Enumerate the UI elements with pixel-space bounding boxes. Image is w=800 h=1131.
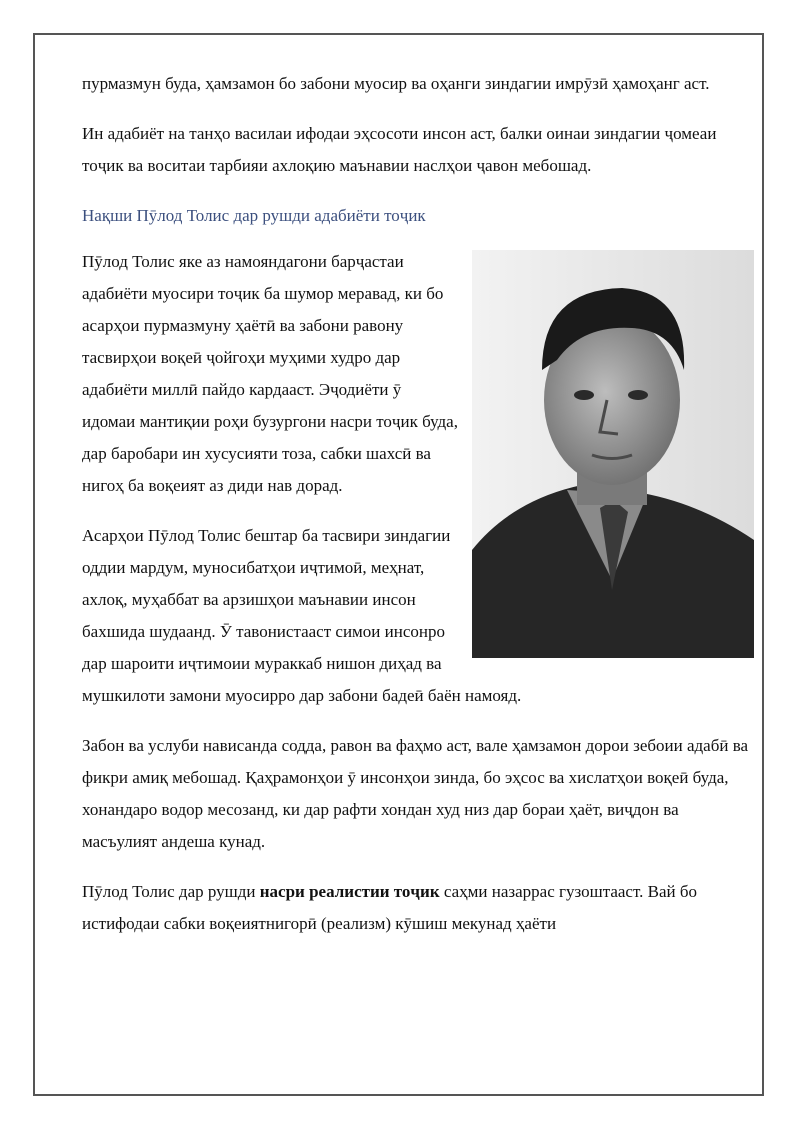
paragraph-6-bold: насри реалистии тоҷик	[259, 882, 440, 901]
paragraph-4: Асарҳои Пӯлод Толис бештар ба тасвири зиндагии оддии мардум, муносибатҳои иҷтимоӣ, меҳнат, ахлоқ, муҳаббат ва арзишҳои маънавии инсон бахшида шудаанд. Ӯ тавонистааст симои инсонро дар шароити иҷтимоии мураккаб нишон диҳад ва мушкилоти замони муосирро дар забони бадеӣ баён намояд.	[82, 526, 522, 705]
author-portrait-photo	[472, 250, 754, 658]
paragraph-6-start: Пӯлод Толис дар рушди	[82, 882, 260, 901]
section-heading: Нақши Пӯлод Толис дар рушди адабиёти тоҷик	[82, 206, 426, 225]
paragraph-1: пурмазмун буда, ҳамзамон бо забони муосир ва оҳанги зиндагии имрӯзӣ ҳамоҳанг аст.	[82, 74, 710, 93]
paragraph-3: Пӯлод Толис яке аз намояндагони барҷастаи адабиёти муосири тоҷик ба шумор меравад, ки бо асарҳои пурмазмуну ҳаётӣ ва забони равону тасвирҳои воқеӣ ҷойгоҳи муҳими худро дар адабиёти миллӣ пайдо кардааст. Эҷодиёти ӯ идомаи мантиқии роҳи бузургони насри тоҷик буда, дар баробари ин хусусияти тоза, сабки шахсӣ ва нигоҳ ба воқеият аз диди нав дорад.	[82, 252, 458, 495]
paragraph-2: Ин адабиёт на танҳо василаи ифодаи эҳсосоти инсон аст, балки оинаи зиндагии ҷомеаи тоҷик ва воситаи тарбияи ахлоқию маънавии наслҳои ҷавон мебошад.	[82, 124, 717, 175]
portrait-image	[472, 250, 754, 658]
paragraph-6-end: саҳми назаррас гузоштааст. Вай бо истифодаи сабки воқеиятнигорӣ (реализм) кӯшиш мекунад ҳаёти	[82, 882, 698, 933]
paragraph-6	[82, 876, 754, 940]
document-body	[82, 68, 754, 958]
paragraph-5: Забон ва услуби нависанда содда, равон ва фаҳмо аст, вале ҳамзамон дорои зебоии адабӣ ва фикри амиқ мебошад. Қаҳрамонҳои ӯ инсонҳои зинда, бо эҳсос ва хислатҳои воқеӣ буда, хонандаро водор месозанд, ки дар рафти хондан худ низ дар бораи ҳаёт, виҷдон ва масъулият андеша кунад.	[82, 736, 749, 851]
